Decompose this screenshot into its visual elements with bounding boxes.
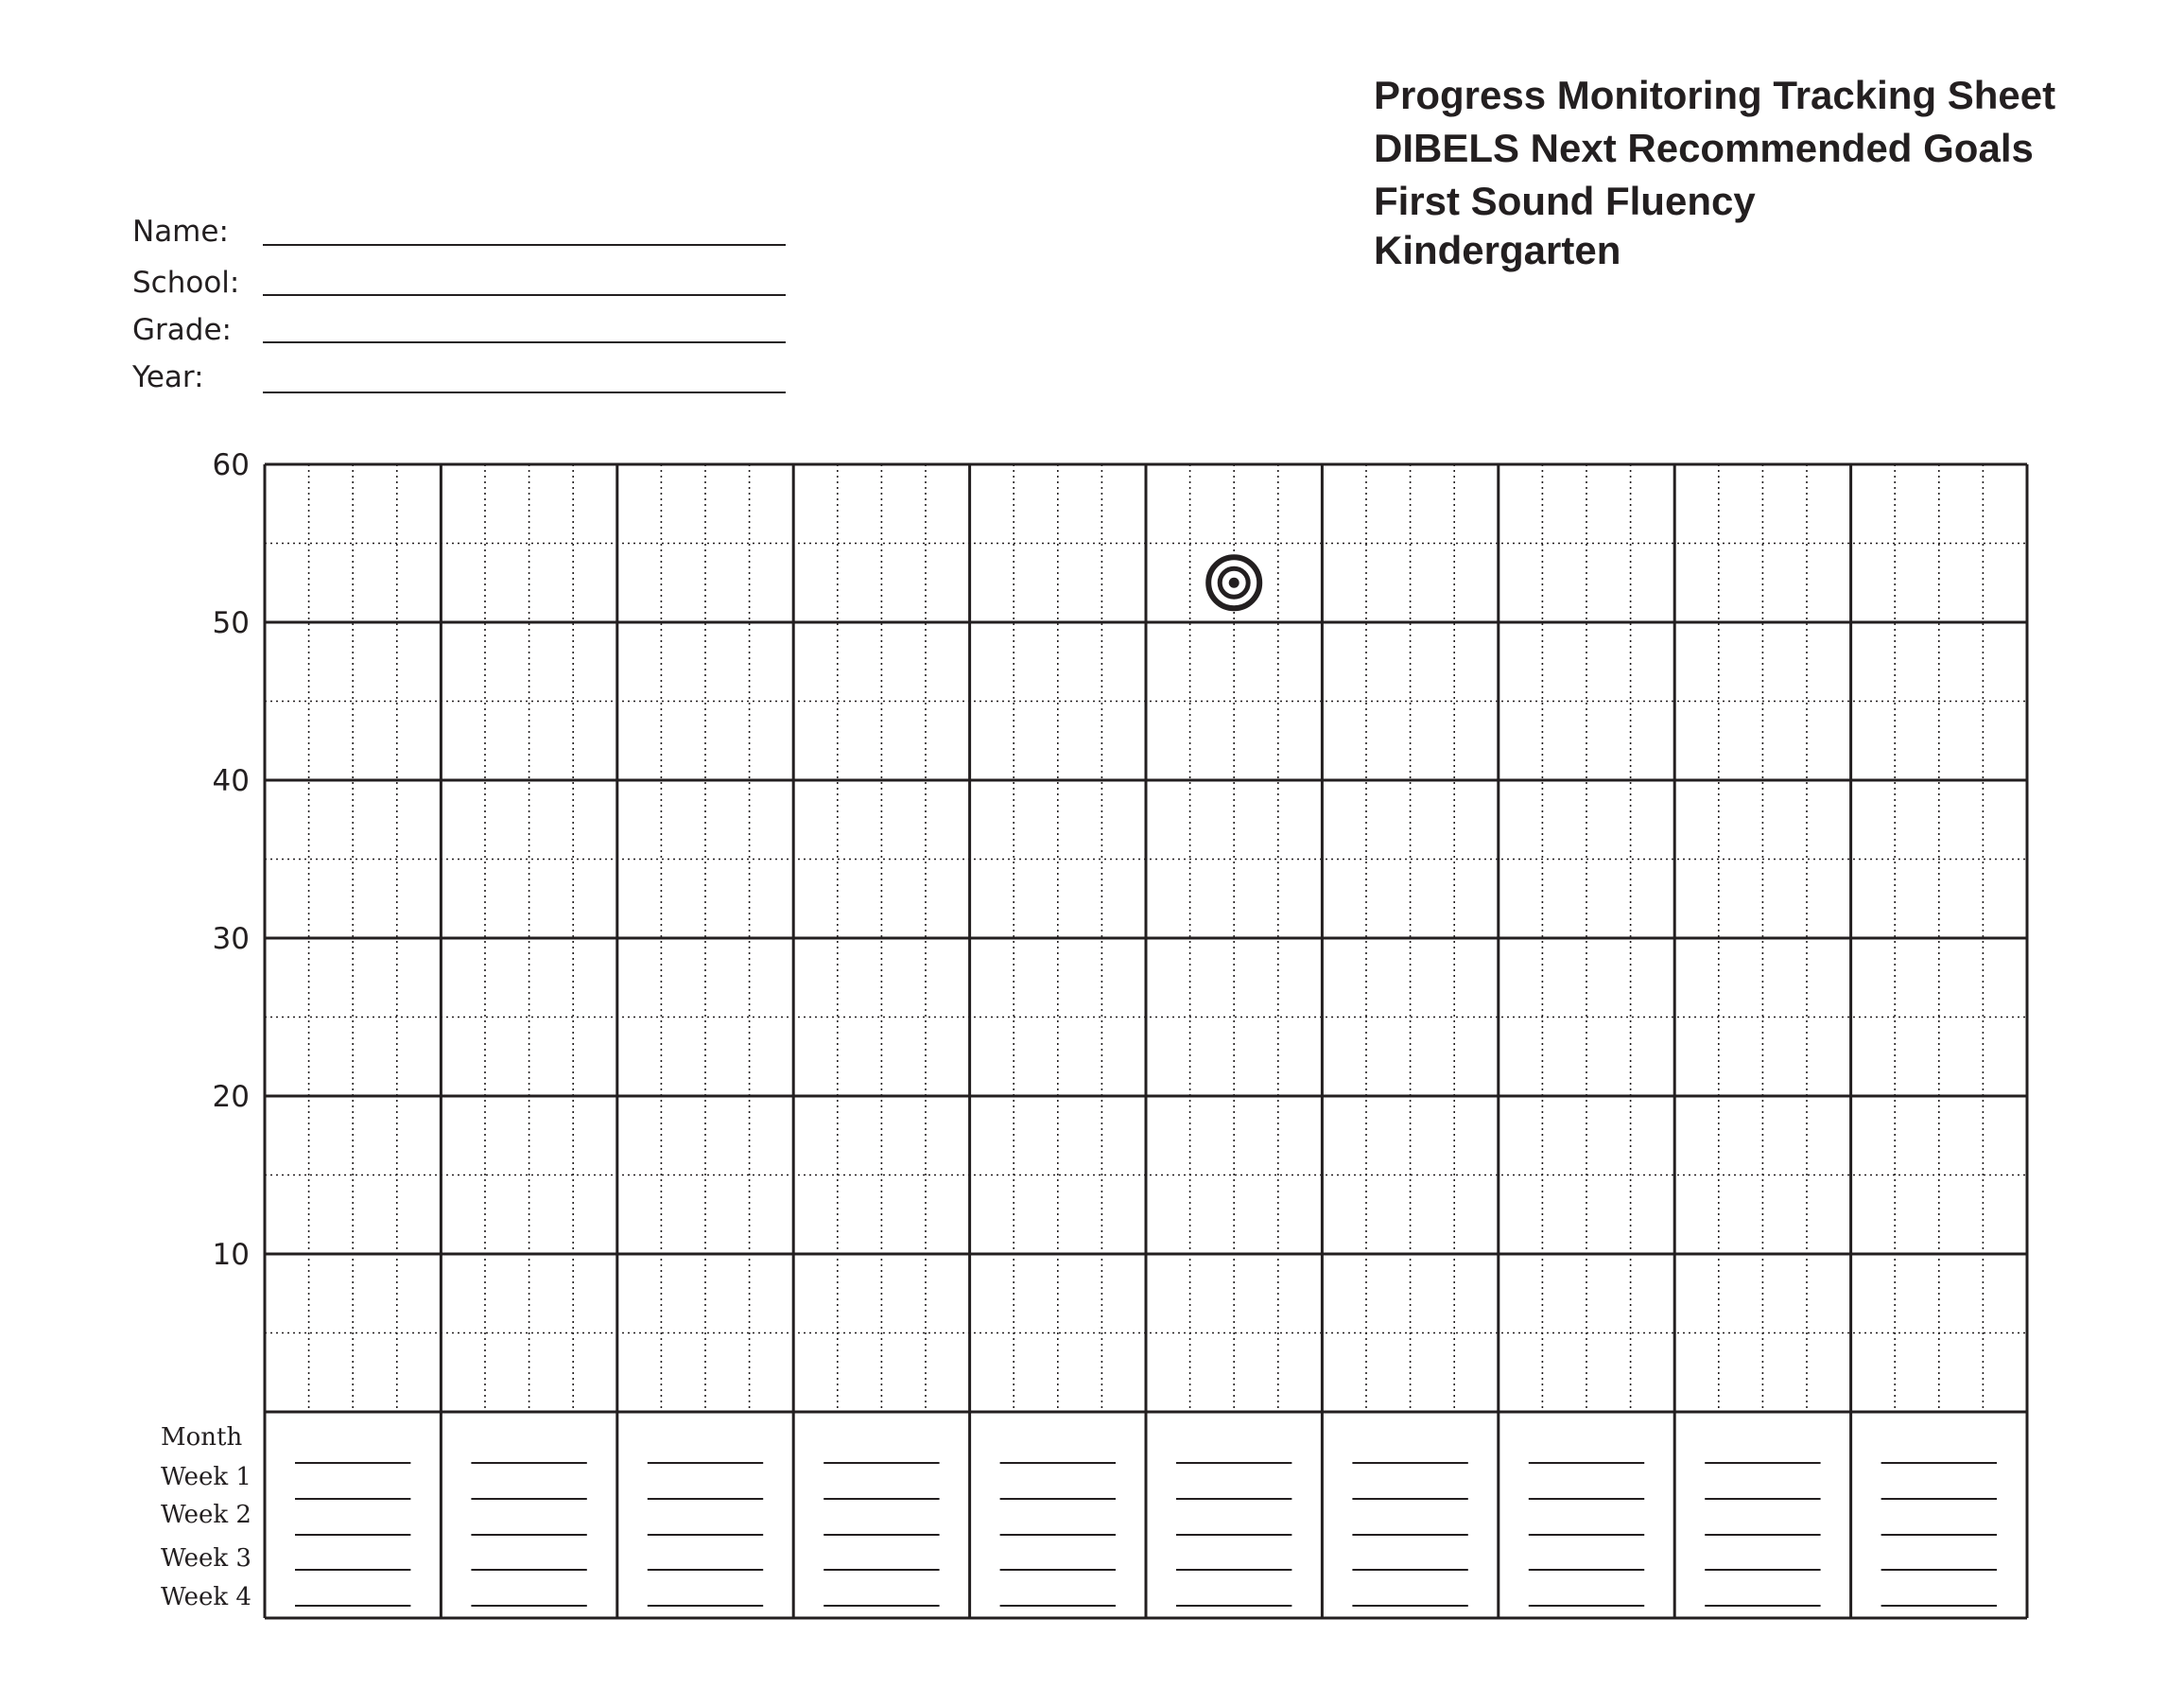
y-axis-tick-label: 10 xyxy=(212,1238,250,1272)
y-axis-tick-label: 20 xyxy=(212,1080,250,1114)
period-label: Week 3 xyxy=(161,1544,251,1573)
period-labels xyxy=(161,1423,251,1611)
year-label: Year: xyxy=(132,360,204,394)
target-center-dot xyxy=(1229,578,1239,588)
major-grid xyxy=(265,464,2027,1618)
y-axis-tick-label: 50 xyxy=(212,606,250,640)
title-line-4: Kindergarten xyxy=(1374,228,1621,272)
period-label: Week 1 xyxy=(161,1463,251,1491)
goal-marker-layer xyxy=(1208,557,1259,608)
title-line-2: DIBELS Next Recommended Goals xyxy=(1374,126,2034,170)
y-axis-tick-label: 30 xyxy=(212,922,250,956)
y-axis-tick-label: 60 xyxy=(212,448,250,482)
period-label: Week 4 xyxy=(161,1583,251,1611)
grade-label: Grade: xyxy=(132,313,232,347)
y-axis-tick-labels xyxy=(213,448,250,1272)
period-label: Week 2 xyxy=(161,1501,251,1529)
title-line-1: Progress Monitoring Tracking Sheet xyxy=(1374,73,2056,117)
period-label: Month xyxy=(161,1423,243,1452)
y-axis-tick-label: 40 xyxy=(212,764,250,798)
target-icon xyxy=(1208,557,1259,608)
name-label: Name: xyxy=(132,215,229,249)
title-line-3: First Sound Fluency xyxy=(1374,179,1756,223)
school-label: School: xyxy=(132,266,240,300)
